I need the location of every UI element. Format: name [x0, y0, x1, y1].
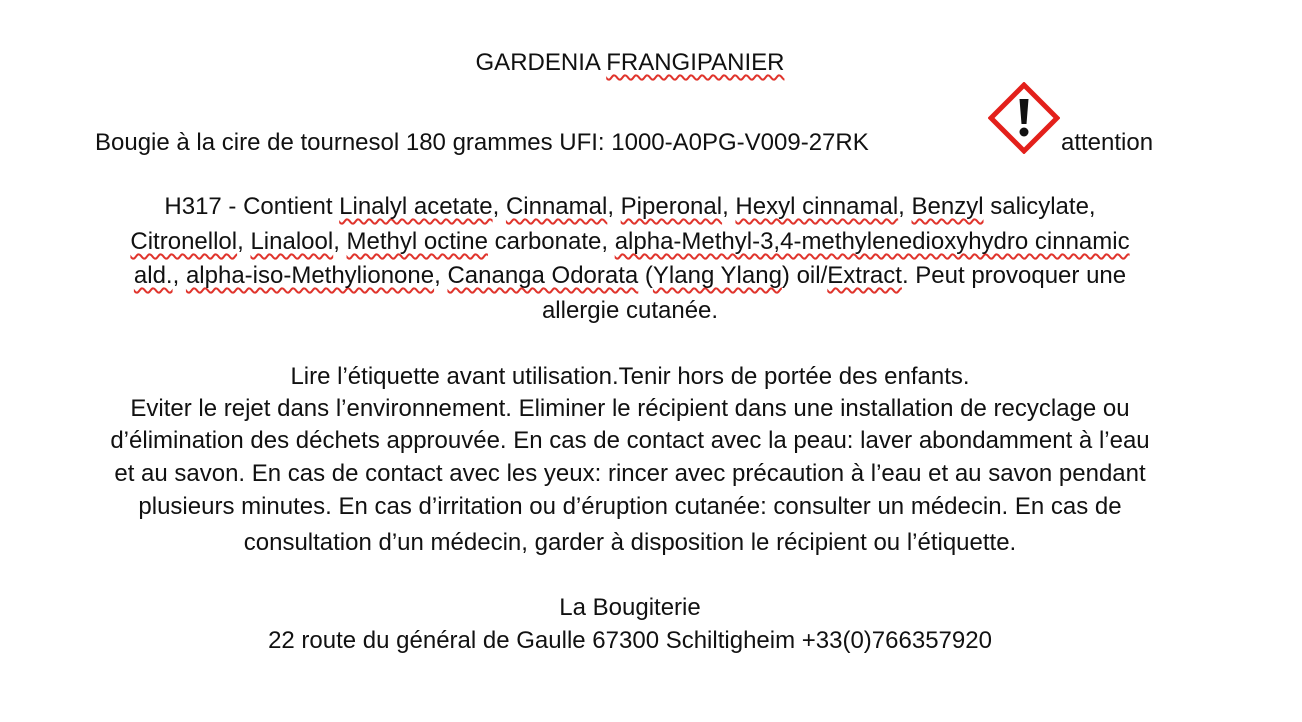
statement-text: ( — [638, 262, 653, 289]
product-title — [0, 46, 1260, 79]
statement-text: , — [172, 262, 186, 289]
spellcheck-flagged-word: Citronellol — [130, 228, 238, 255]
spellcheck-flagged-word: alpha-iso-Methylionone — [185, 262, 435, 289]
statement-text: . Peut provoquer une — [901, 262, 1127, 289]
title-misspelled-word: FRANGIPANIER — [606, 49, 785, 76]
precaution-line-3: d’élimination des déchets approuvée. En cas de contact avec la peau: laver abondamment à l’eau — [110, 427, 1150, 454]
statement-text: , — [607, 193, 621, 220]
precaution-line-6: consultation d’un médecin, garder à disposition le récipient ou l’étiquette. — [243, 529, 1017, 556]
spellcheck-flagged-word: Piperonal — [620, 193, 723, 220]
spellcheck-flagged-word: Cananga Odorata — [447, 262, 639, 289]
hazard-statement-line-1 — [0, 190, 1260, 223]
signal-word: attention — [1061, 129, 1154, 156]
statement-text: salicylate, — [983, 193, 1096, 220]
precaution-line-1: Lire l’étiquette avant utilisation.Tenir hors de portée des enfants. — [290, 363, 970, 390]
title-text: GARDENIA — [475, 49, 607, 76]
precaution-line-5: plusieurs minutes. En cas d’irritation ou d’éruption cutanée: consulter un médecin. En cas de — [138, 493, 1122, 520]
spellcheck-flagged-word: Ylang Ylang — [652, 262, 782, 289]
spellcheck-flagged-word: Methyl octine — [346, 228, 488, 255]
statement-text: , — [237, 228, 251, 255]
statement-text: , — [898, 193, 912, 220]
spellcheck-flagged-word: Linalool — [250, 228, 334, 255]
spellcheck-flagged-word: ald. — [133, 262, 173, 289]
spellcheck-flagged-word: alpha-Methyl-3,4-methylenedioxyhydro cinnamic — [614, 228, 1130, 255]
spellcheck-flagged-word: Cinnamal — [505, 193, 608, 220]
statement-text: carbonate, — [487, 228, 615, 255]
hazard-exclamation-dot — [1020, 128, 1029, 137]
statement-text: H317 - Contient — [164, 193, 340, 220]
ghs-exclamation-hazard-icon — [988, 82, 1060, 154]
hazard-statement-line-2 — [50, 225, 1210, 258]
spellcheck-flagged-word: Hexyl cinnamal — [735, 193, 899, 220]
product-description: Bougie à la cire de tournesol 180 grammes UFI: 1000-A0PG-V009-27RK — [95, 129, 869, 156]
company-name: La Bougiterie — [559, 594, 701, 621]
hazard-statement-line-3 — [0, 259, 1260, 292]
statement-text: , — [434, 262, 448, 289]
statement-text: , — [333, 228, 347, 255]
spellcheck-flagged-word: Linalyl acetate — [339, 193, 493, 220]
spellcheck-flagged-word: Benzyl — [911, 193, 984, 220]
spellcheck-flagged-word: Extract — [827, 262, 902, 289]
statement-text: ) oil/ — [781, 262, 828, 289]
company-address: 22 route du général de Gaulle 67300 Schiltigheim +33(0)766357920 — [268, 627, 992, 654]
statement-text: , — [492, 193, 506, 220]
hazard-statement-line-4: allergie cutanée. — [541, 297, 719, 324]
precaution-line-4: et au savon. En cas de contact avec les yeux: rincer avec précaution à l’eau et au savon pendant — [114, 460, 1146, 487]
precaution-line-2: Eviter le rejet dans l’environnement. Eliminer le récipient dans une installation de recyclage ou — [130, 395, 1130, 422]
statement-text: , — [722, 193, 736, 220]
